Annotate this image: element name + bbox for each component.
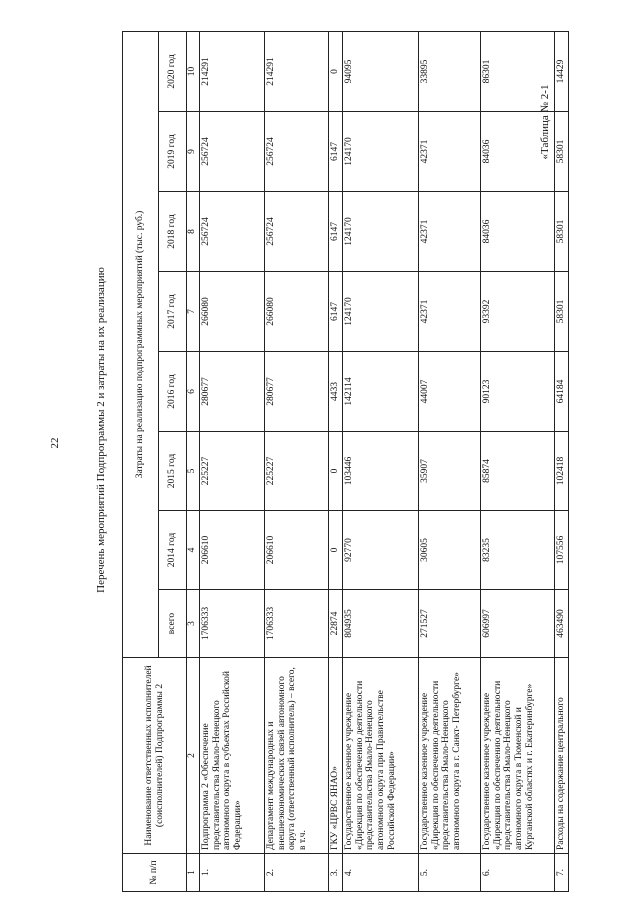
row-value: 42371	[419, 112, 481, 192]
row-value: 102418	[555, 432, 569, 511]
column-number: 7	[187, 272, 200, 352]
row-total: 1706333	[265, 590, 329, 658]
row-name: Государственное казенное учреждение «Дирекция по обеспечению деятельности представительства Ямало-Ненецкого автономного округа в г. Санкт- Петербурге»	[419, 658, 481, 854]
row-value: 256724	[200, 192, 265, 272]
row-value: 6147	[329, 112, 343, 192]
row-total: 606997	[481, 590, 555, 658]
header-year: 2016 год	[159, 352, 187, 432]
column-number: 5	[187, 432, 200, 511]
row-value: 84036	[481, 192, 555, 272]
row-value: 266080	[200, 272, 265, 352]
table-row	[481, 31, 555, 891]
row-value: 85874	[481, 432, 555, 511]
row-value: 58301	[555, 272, 569, 352]
row-total: 804935	[343, 590, 419, 658]
column-number: 9	[187, 112, 200, 192]
header-year: 2015 год	[159, 432, 187, 511]
column-number: 1	[187, 854, 200, 892]
row-num: 4.	[343, 854, 419, 892]
document-title: Перечень мероприятий Подпрограммы 2 и затраты на их реализацию	[95, 267, 107, 593]
column-number-row	[187, 31, 200, 891]
header-year: 2019 год	[159, 112, 187, 192]
row-value: 256724	[265, 112, 329, 192]
row-value: 142114	[343, 352, 419, 432]
row-name: Расходы на содержание центрального	[555, 658, 569, 854]
row-value: 84036	[481, 112, 555, 192]
costs-table	[122, 31, 569, 892]
row-value: 44007	[419, 352, 481, 432]
row-name: Подпрограмма 2 «Обеспечение представительства Ямало-Ненецкого автономного округа в субъектах Российской Федерации»	[200, 658, 265, 854]
row-value: 124170	[343, 112, 419, 192]
row-value: 6147	[329, 192, 343, 272]
column-number: 8	[187, 192, 200, 272]
row-value: 225227	[265, 432, 329, 511]
row-value: 6147	[329, 272, 343, 352]
column-number: 4	[187, 511, 200, 590]
row-name: Государственное казенное учреждение «Дирекция по обеспечению деятельности представительства Ямало-Ненецкого автономного округа при Правительстве Российской Федерации»	[343, 658, 419, 854]
header-num: № п/п	[123, 854, 187, 892]
header-total: всего	[159, 590, 187, 658]
header-year: 2017 год	[159, 272, 187, 352]
row-value: 42371	[419, 272, 481, 352]
row-num: 1.	[200, 854, 265, 892]
row-total: 463490	[555, 590, 569, 658]
column-number: 6	[187, 352, 200, 432]
row-value: 83235	[481, 511, 555, 590]
row-value: 124170	[343, 272, 419, 352]
table-row	[200, 31, 265, 891]
row-value: 206610	[265, 511, 329, 590]
row-value: 86301	[481, 31, 555, 111]
row-value: 214291	[200, 31, 265, 111]
row-total: 1706333	[200, 590, 265, 658]
row-value: 58301	[555, 112, 569, 192]
table-row	[265, 31, 329, 891]
row-value: 124170	[343, 192, 419, 272]
table-reference: «Таблица № 2-1	[539, 84, 551, 160]
row-value: 256724	[265, 192, 329, 272]
row-total: 271527	[419, 590, 481, 658]
row-value: 30605	[419, 511, 481, 590]
header-costs-group: Затраты на реализацию подпрограммных мероприятий (тыс. руб.)	[123, 31, 159, 657]
row-value: 225227	[200, 432, 265, 511]
row-value: 92770	[343, 511, 419, 590]
row-value: 256724	[200, 112, 265, 192]
row-num: 6.	[481, 854, 555, 892]
header-year: 2014 год	[159, 511, 187, 590]
column-number: 2	[187, 658, 200, 854]
row-name: Государственное казенное учреждение «Дирекция по обеспечению деятельности представительства Ямало-Ненецкого автономного округа в Тюменской и Курганской областях и г. Екатеринбурге»	[481, 658, 555, 854]
row-value: 90123	[481, 352, 555, 432]
row-value: 93392	[481, 272, 555, 352]
row-value: 0	[329, 511, 343, 590]
table-row	[419, 31, 481, 891]
column-number: 3	[187, 590, 200, 658]
row-num: 5.	[419, 854, 481, 892]
table-row	[343, 31, 419, 891]
table-row	[329, 31, 343, 891]
row-value: 94095	[343, 31, 419, 111]
row-num: 2.	[265, 854, 329, 892]
row-value: 206610	[200, 511, 265, 590]
page-number: 22	[49, 437, 61, 449]
row-value: 0	[329, 31, 343, 111]
row-total: 22874	[329, 590, 343, 658]
row-value: 14429	[555, 31, 569, 111]
header-name: Наименование ответственных исполнителей (соисполнителей) Подпрограммы 2	[123, 658, 187, 854]
row-value: 0	[329, 432, 343, 511]
row-value: 107556	[555, 511, 569, 590]
row-value: 33895	[419, 31, 481, 111]
row-value: 35907	[419, 432, 481, 511]
row-value: 42371	[419, 192, 481, 272]
row-value: 64184	[555, 352, 569, 432]
row-name: Департамент международных и внешнеэкономических связей автономного округа (ответственный исполнитель) – всего, в т.ч.	[265, 658, 329, 854]
row-num: 7.	[555, 854, 569, 892]
table-row	[555, 31, 569, 891]
header-year: 2018 год	[159, 192, 187, 272]
row-value: 280677	[200, 352, 265, 432]
row-name: ГКУ «ЦРВС ЯНАО»	[329, 658, 343, 854]
row-value: 266080	[265, 272, 329, 352]
column-number: 10	[187, 31, 200, 111]
header-year: 2020 год	[159, 31, 187, 111]
row-value: 280677	[265, 352, 329, 432]
row-value: 214291	[265, 31, 329, 111]
row-num: 3.	[329, 854, 343, 892]
row-value: 103446	[343, 432, 419, 511]
row-value: 4433	[329, 352, 343, 432]
row-value: 58301	[555, 192, 569, 272]
